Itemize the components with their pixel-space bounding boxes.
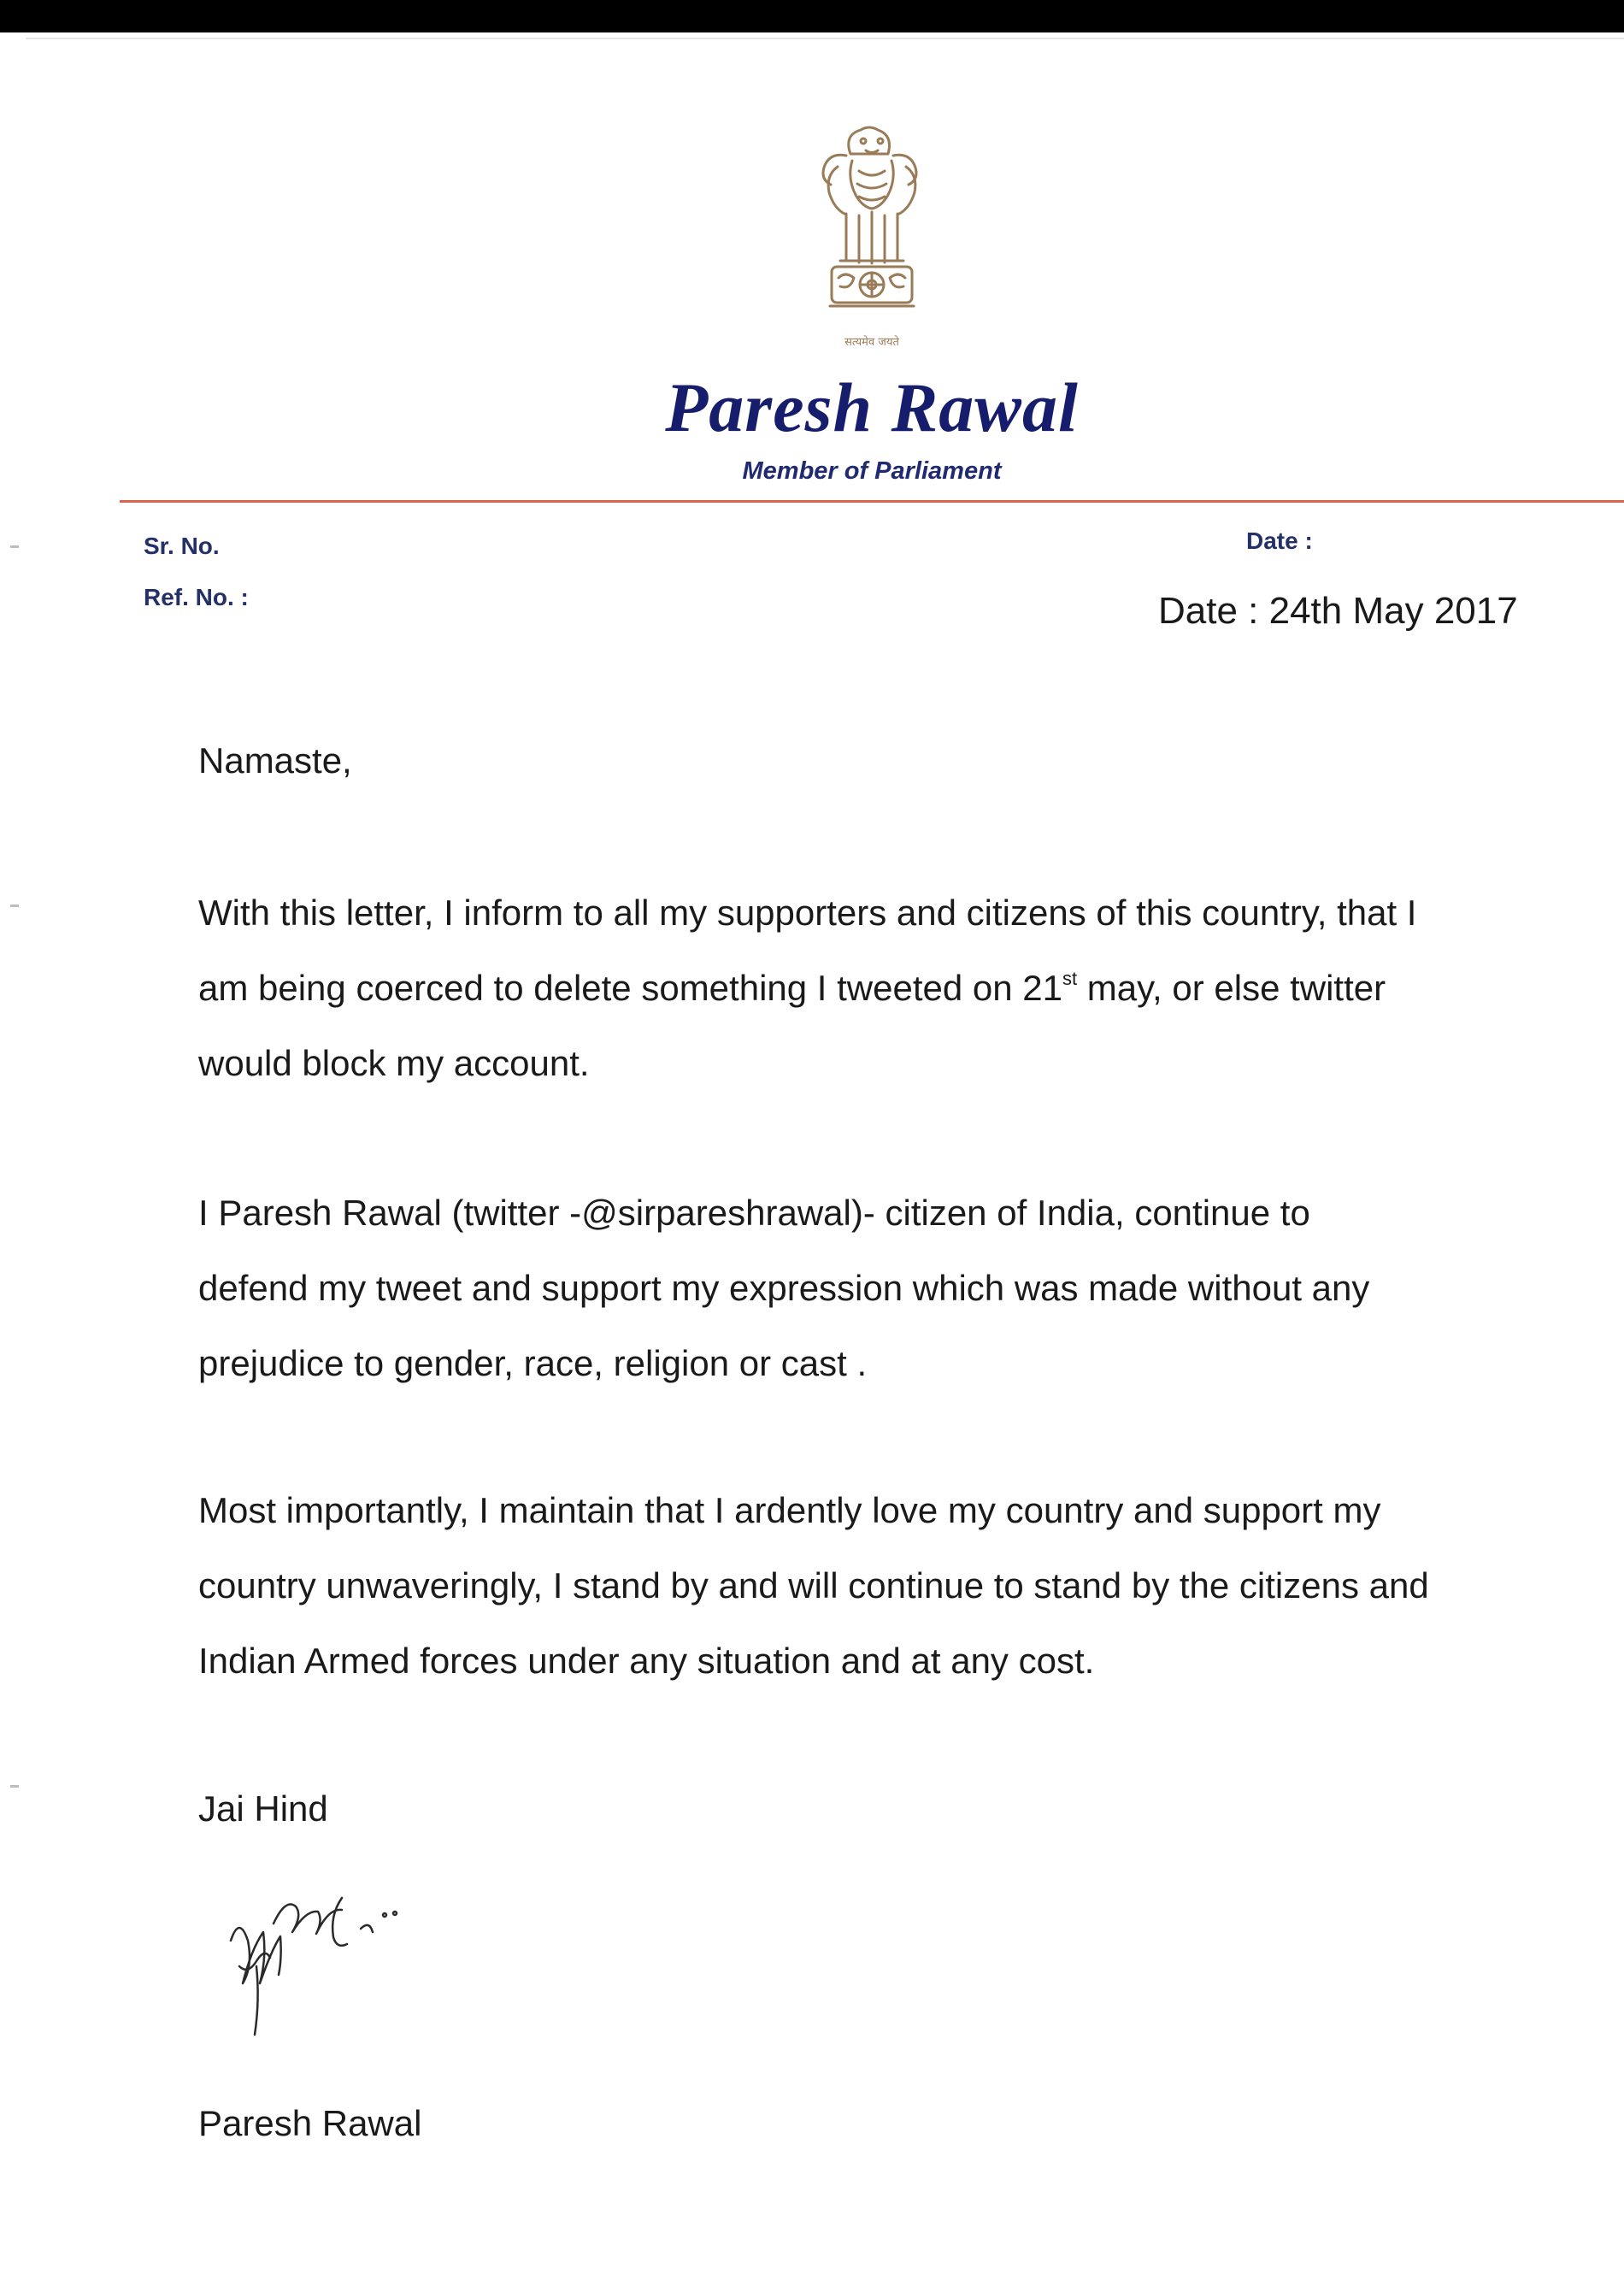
signatory-name: Paresh Rawal <box>198 2103 422 2143</box>
paragraph-line: I Paresh Rawal (twitter -@sirpareshrawal)- citizen of India, continue to <box>198 1193 1310 1233</box>
salutation: Namaste, <box>198 740 352 781</box>
paragraph-line <box>198 951 1416 1026</box>
margin-mark <box>10 904 19 907</box>
line-text: may, or else twitter <box>1077 968 1386 1008</box>
closing: Jai Hind <box>198 1788 328 1829</box>
paragraph-line: prejudice to gender, race, religion or cast . <box>198 1343 868 1383</box>
national-emblem-icon <box>799 120 944 376</box>
letter-date: Date : 24th May 2017 <box>1158 590 1518 632</box>
scan-top-border <box>0 0 1624 32</box>
paragraph-line: Indian Armed forces under any situation and at any cost. <box>198 1641 1095 1681</box>
margin-mark <box>10 545 19 548</box>
signature-icon <box>214 1864 436 2052</box>
paragraph-line: With this letter, I inform to all my supporters and citizens of this country, that I <box>198 893 1417 933</box>
sr-no-label: Sr. No. <box>144 533 220 559</box>
paragraph-2 <box>198 1175 1369 1401</box>
paragraph-line: defend my tweet and support my expression which was made without any <box>198 1268 1370 1308</box>
letterhead-designation: Member of Parliament <box>742 457 1002 485</box>
paragraph-line: Most importantly, I maintain that I ardently love my country and support my <box>198 1490 1381 1530</box>
paragraph-line: would block my account. <box>198 1043 590 1083</box>
paragraph-3 <box>198 1473 1429 1699</box>
ordinal-suffix: st <box>1062 968 1078 989</box>
page-edge <box>26 38 1624 39</box>
paragraph-1 <box>198 875 1416 1101</box>
ref-no-label: Ref. No. : <box>144 584 249 610</box>
letterhead-name: Paresh Rawal <box>665 368 1079 446</box>
emblem-motto: सत्यमेव जयते <box>844 336 899 349</box>
letterhead-rule <box>120 500 1624 503</box>
paragraph-line: country unwaveringly, I stand by and will continue to stand by the citizens and <box>198 1565 1429 1606</box>
margin-mark <box>10 1785 19 1788</box>
date-label: Date : <box>1246 527 1313 554</box>
line-text: am being coerced to delete something I tweeted on 21 <box>198 968 1062 1008</box>
